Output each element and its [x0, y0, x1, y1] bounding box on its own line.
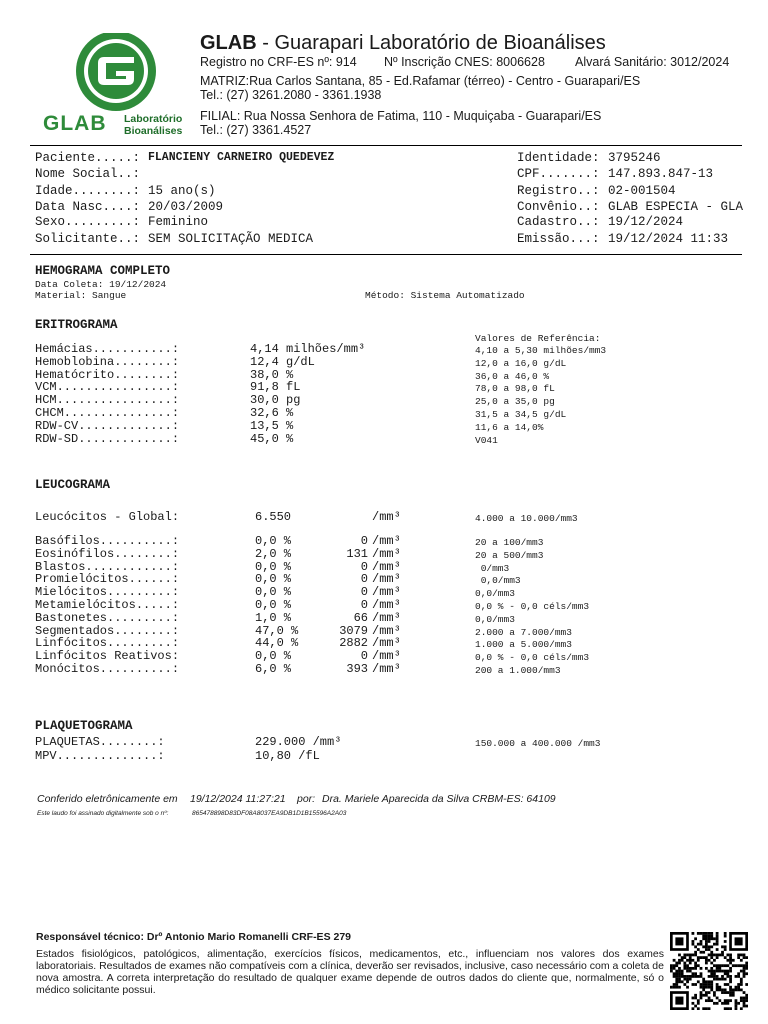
matriz-phone: Tel.: (27) 3261.2080 - 3361.1938 — [200, 88, 382, 102]
row-value: 4,14 milhões/mm³ — [250, 342, 366, 356]
row-label: RDW-CV.............: — [35, 418, 180, 433]
digital-signature-code: 865478898D83DF08A8037EA9DB1D1B15596A2A03 — [192, 810, 347, 817]
cnes-registration: Nº Inscrição CNES: 8006628 — [384, 55, 545, 69]
row-reference: 0,0 % - 0,0 céls/mm3 — [475, 652, 590, 664]
row-percent: 0,0 % — [255, 649, 292, 664]
lab-logo — [40, 33, 192, 138]
row-value: 6.550 — [255, 510, 292, 524]
social-name-label: Nome Social..: — [35, 167, 141, 181]
row-unit: /mm³ — [372, 534, 401, 548]
conferido-date: 19/12/2024 11:27:21 — [190, 793, 286, 805]
row-percent: 0,0 % — [255, 572, 292, 587]
conferido-label: Conferido eletrônicamente em — [37, 793, 178, 805]
row-reference: 4.000 a 10.000/mm3 — [475, 513, 578, 524]
row-absolute: 3079 — [339, 623, 368, 638]
registration-label: Registro..: — [517, 184, 600, 198]
row-reference: 0,0 % - 0,0 céls/mm3 — [475, 601, 590, 612]
row-unit: /mm³ — [372, 546, 401, 561]
method: Método: Sistema Automatizado — [365, 290, 525, 301]
lab-title — [200, 32, 606, 55]
issue-label: Emissão...: — [517, 232, 600, 246]
row-label: Hemoblobina........: — [35, 354, 180, 369]
identity-value: 3795246 — [608, 151, 661, 165]
row-percent: 1,0 % — [255, 610, 292, 625]
digital-signature-label: Este laudo foi assinado digitalmente sob o nº: — [37, 810, 169, 817]
birthdate-label: Data Nasc....: — [35, 200, 141, 214]
crf-registration: Registro no CRF-ES nº: 914 — [200, 55, 357, 69]
reference-header: Valores de Referência: — [475, 333, 601, 344]
row-percent: 47,0 % — [255, 623, 299, 638]
row-reference: 78,0 a 98,0 fL — [475, 383, 555, 395]
row-reference: 4,10 a 5,30 milhões/mm3 — [475, 345, 607, 356]
row-label: Promielócitos......: — [35, 572, 180, 587]
row-value: 91,8 fL — [250, 380, 301, 395]
row-label: HCM................: — [35, 393, 180, 408]
row-value: 10,80 /fL — [255, 748, 320, 763]
cpf-value: 147.893.847-13 — [608, 167, 714, 181]
conferido-por: por: — [297, 793, 316, 805]
row-label: MPV..............: — [35, 748, 165, 763]
row-absolute: 0 — [360, 559, 368, 574]
row-reference: 25,0 a 35,0 pg — [475, 396, 555, 408]
row-absolute: 0 — [360, 534, 368, 548]
filial-address: FILIAL: Rua Nossa Senhora de Fatima, 110 - Muquiçaba - Guarapari/ES — [200, 109, 602, 123]
header-divider — [30, 145, 742, 146]
row-reference: 11,6 a 14,0% — [475, 421, 544, 433]
row-label: Hematócrito........: — [35, 367, 180, 382]
requester-label: Solicitante..: — [35, 232, 141, 246]
row-unit: /mm³ — [372, 636, 401, 651]
row-unit: /mm³ — [372, 585, 401, 600]
row-unit: /mm³ — [372, 662, 401, 676]
row-reference: 20 a 100/mm3 — [475, 537, 544, 548]
eritrograma-title: ERITROGRAMA — [35, 318, 118, 332]
row-absolute: 0 — [360, 598, 368, 612]
birthdate-value: 20/03/2009 — [148, 200, 224, 214]
row-value: 229.000 /mm³ — [255, 735, 342, 749]
row-percent: 2,0 % — [255, 546, 292, 561]
row-label: CHCM...............: — [35, 406, 180, 420]
insurance-label: Convênio..: — [517, 200, 600, 214]
row-percent: 6,0 % — [255, 662, 292, 676]
row-label: RDW-SD.............: — [35, 431, 180, 446]
registration-value: 02-001504 — [608, 184, 676, 198]
patient-name: FLANCIENY CARNEIRO QUEDEVEZ — [148, 151, 335, 164]
row-absolute: 0 — [360, 649, 368, 664]
row-absolute: 393 — [346, 662, 368, 676]
row-reference: 150.000 a 400.000 /mm3 — [475, 738, 601, 749]
leucograma-title: LEUCOGRAMA — [35, 478, 111, 492]
logo-word: GLAB — [43, 112, 107, 135]
row-percent: 0,0 % — [255, 534, 292, 548]
row-absolute: 2882 — [339, 636, 368, 651]
row-reference: 12,0 a 16,0 g/dL — [475, 357, 567, 369]
row-reference: 0,0/mm3 — [475, 613, 515, 625]
row-value: 12,4 g/dL — [250, 354, 315, 369]
row-unit: /mm³ — [372, 510, 401, 524]
row-unit: /mm³ — [372, 623, 401, 638]
signup-value: 19/12/2024 — [608, 215, 684, 229]
signup-label: Cadastro..: — [517, 215, 600, 229]
row-value: 32,6 % — [250, 406, 294, 420]
row-reference: 20 a 500/mm3 — [475, 549, 544, 561]
row-reference: 200 a 1.000/mm3 — [475, 665, 561, 676]
row-label: Linfócitos.........: — [35, 636, 180, 651]
lab-brand: GLAB — [200, 32, 257, 54]
row-label: Leucócitos - Global: — [35, 510, 180, 524]
row-label: Blastos............: — [35, 559, 180, 574]
row-reference: 0,0/mm3 — [475, 588, 515, 600]
lab-name: - Guarapari Laboratório de Bioanálises — [256, 32, 606, 54]
row-reference: 31,5 a 34,5 g/dL — [475, 409, 567, 420]
row-label: Mielócitos.........: — [35, 585, 180, 600]
row-value: 45,0 % — [250, 431, 294, 446]
row-value: 30,0 pg — [250, 393, 301, 408]
row-label: Bastonetes.........: — [35, 610, 180, 625]
row-label: Hemácias...........: — [35, 342, 180, 356]
row-reference: 0,0/mm3 — [475, 575, 521, 587]
logo-subtitle-1: Laboratório — [124, 113, 183, 125]
material: Material: Sangue — [35, 290, 127, 301]
row-absolute: 0 — [360, 585, 368, 600]
row-label: Eosinófilos........: — [35, 546, 180, 561]
row-unit: /mm³ — [372, 649, 401, 664]
row-reference: 36,0 a 46,0 % — [475, 370, 550, 382]
row-label: Linfócitos Reativos: — [35, 649, 180, 664]
row-reference: 0/mm3 — [475, 562, 510, 574]
row-percent: 0,0 % — [255, 598, 292, 612]
exam-title: HEMOGRAMA COMPLETO — [35, 264, 171, 278]
disclaimer: Estados fisiológicos, patológicos, alimentação, exercícios físicos, medicamentos, etc., influenciam nos valores dos exames laboratoriais. Resultados de exames não compatíveis com a clínica, deverão ser revisados, inclusive, caso necessário com a coleta de nova amostra. A correta interpretação do resultado de qualquer exame depende de outros dados do cliente que, normalmente, só o médico solicitante possui. — [36, 948, 664, 996]
row-reference: 2.000 a 7.000/mm3 — [475, 626, 572, 638]
requester-value: SEM SOLICITAÇÃO MEDICA — [148, 232, 314, 246]
technical-responsible: Responsável técnico: Drº Antonio Mario Romanelli CRF-ES 279 — [36, 931, 352, 943]
row-value: 13,5 % — [250, 418, 294, 433]
responsible-doctor: Dra. Mariele Aparecida da Silva CRBM-ES: 64109 — [322, 793, 556, 805]
sex-label: Sexo.........: — [35, 215, 141, 229]
collection-date: Data Coleta: 19/12/2024 — [35, 279, 167, 290]
row-percent: 44,0 % — [255, 636, 299, 651]
age-value: 15 ano(s) — [148, 184, 216, 198]
cpf-label: CPF.......: — [517, 167, 600, 181]
plaquetograma-title: PLAQUETOGRAMA — [35, 719, 133, 733]
row-percent: 0,0 % — [255, 559, 292, 574]
matriz-address: MATRIZ:Rua Carlos Santana, 85 - Ed.Rafamar (térreo) - Centro - Guarapari/ES — [200, 74, 641, 88]
row-reference: 1.000 a 5.000/mm3 — [475, 639, 572, 651]
issue-value: 19/12/2024 11:33 — [608, 232, 729, 246]
row-label: Basófilos..........: — [35, 534, 180, 548]
row-unit: /mm³ — [372, 559, 401, 574]
row-absolute: 0 — [360, 572, 368, 587]
row-value: 38,0 % — [250, 367, 294, 382]
row-unit: /mm³ — [372, 598, 401, 612]
filial-phone: Tel.: (27) 3361.4527 — [200, 123, 312, 137]
row-label: Metamielócitos.....: — [35, 598, 180, 612]
row-label: VCM................: — [35, 380, 180, 395]
row-unit: /mm³ — [372, 572, 401, 587]
qr-code[interactable] — [670, 932, 748, 1010]
insurance-value: GLAB ESPECIA - GLA — [608, 200, 744, 214]
row-label: PLAQUETAS........: — [35, 735, 165, 749]
sex-value: Feminino — [148, 215, 209, 229]
row-percent: 0,0 % — [255, 585, 292, 600]
row-unit: /mm³ — [372, 610, 401, 625]
row-reference: V041 — [475, 434, 498, 446]
row-absolute: 66 — [353, 610, 368, 625]
age-label: Idade........: — [35, 184, 141, 198]
patient-label: Paciente.....: — [35, 151, 141, 165]
row-absolute: 131 — [346, 546, 368, 561]
identity-label: Identidade: — [517, 151, 600, 165]
sanitary-license: Alvará Sanitário: 3012/2024 — [575, 55, 730, 69]
qr-pattern — [670, 932, 748, 1010]
row-label: Segmentados........: — [35, 623, 180, 638]
logo-subtitle-2: Bioanálises — [124, 125, 183, 137]
row-label: Monócitos..........: — [35, 662, 180, 676]
patient-divider — [30, 254, 742, 255]
